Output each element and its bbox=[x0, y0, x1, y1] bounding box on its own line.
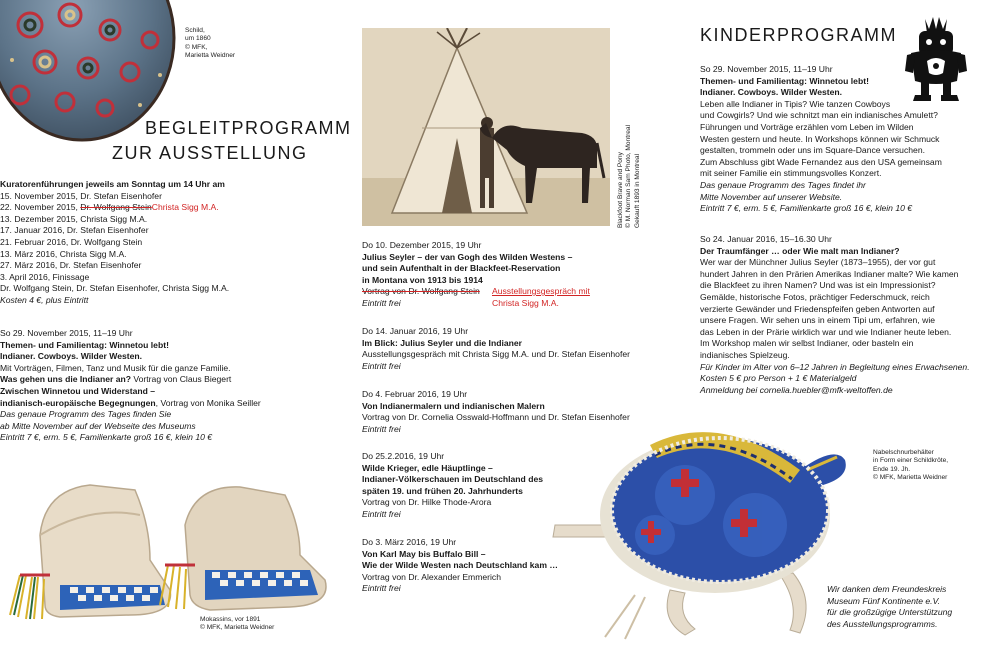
lecture-date: Do 10. Dezember 2015, 19 Uhr bbox=[362, 240, 482, 250]
tour-item: 27. März 2016, Dr. Stefan Eisenhofer bbox=[0, 260, 142, 271]
tour-item: 15. November 2015, Dr. Stefan Eisenhofer bbox=[0, 190, 162, 201]
kinder-headline: KINDERPROGRAMM bbox=[700, 25, 898, 45]
family-day-block: So 29. November 2015, 11–19 Uhr Themen- und Familientag: Winnetou lebt! Indianer. Cowboys. Wilder Westen. Mit Vorträgen, Filmen, Tanz und Musik für die ganze Familie. Was gehen uns die Indianer an? Vortrag von Claus Biegert Zwischen Winnetou und Widerstand – indianisch-europäische Begegnungen, Vortrag von Monika Seiller Das genaue Programm des Tages finden Sie ab Mitte November auf der Webseite des Museums Eintritt 7 €, erm. 5 €, Familienkarte groß 16 €, klein 10 € bbox=[0, 328, 261, 443]
lecture-3: Do 4. Februar 2016, 19 Uhr Von Indianermalern und indianischen Malern Vortrag von Dr. Cornelia Osswald-Hoffmann und Dr. Stefan Eisenhofer Eintritt frei bbox=[362, 389, 630, 434]
tour-item: 13. Dezember 2015, Christa Sigg M.A. bbox=[0, 213, 148, 224]
turtle-caption: Nabelschnurbehälter in Form einer Schildkröte, Ende 19. Jh. © MFK, Marietta Weidner bbox=[873, 449, 949, 482]
kinder-event-1: So 29. November 2015, 11–19 Uhr Themen- und Familientag: Winnetou lebt! Indianer. Cowboys. Wilder Westen. Leben alle Indianer in Tipis? Wie tanzen Cowboys und Cowgirls? Und wie schnitzt man ein indianisches Amulett? Führungen und Vorträge erzählen vom Leben im Wilden Westen gestern und heute. In Workshops können wir Schmuck gestalten, trommeln oder uns im Square-Dance versuchen. Zum Abschluss gibt Wade Fernandez aus den USA gemeinsam mit seiner Familie ein stimmungsvolles Konzert. Das genaue Programm des Tages findet ihr Mitte November auf unserer Website. Eintritt 7 €, erm. 5 €, Familienkarte groß 16 €, klein 10 € bbox=[700, 64, 942, 214]
moccasins-photo bbox=[0, 465, 340, 625]
turtle-photo bbox=[545, 415, 865, 640]
tipi-photo bbox=[362, 28, 610, 226]
tours-block bbox=[0, 179, 229, 307]
tipi-caption: Blackfoot Brave and Pony © M. Norman Sam Photo, Montreal Gekauft 1893 in Montreal bbox=[617, 124, 641, 228]
family-subtitle: Indianer. Cowboys. Wilder Westen. bbox=[0, 351, 143, 362]
shield-caption: Schild, um 1860 © MFK, Marietta Weidner bbox=[185, 27, 236, 60]
moccasins-caption: Mokassins, vor 1891 © MFK, Marietta Weidner bbox=[200, 616, 275, 632]
family-title: Themen- und Familientag: Winnetou lebt! bbox=[0, 339, 169, 350]
kinder-event-2: So 24. Januar 2016, 15–16.30 Uhr Der Traumfänger … oder Wie malt man Indianer? Wer war der Münchner Julius Seyler (1873–1955), der vor gut hundert Jahren in den Prärien Amerikas Indianer malte? Wie kamen die Blackfeet zu ihren Namen? Und was ist ein Impressionist? Gemälde, historische Fotos, prächtiger Federschmuck, reich verzierte Gewänder und Friedenspfeifen geben Antworten auf unsere Fragen. Wir sehen uns in einem Tipi um, erfahren, wie das Leben in der Prärie wirklich war und wie Indianer heute leben. Im Workshop malen wir selbst Indianer, oder basteln ein indianisches Spielzeug. Für Kinder im Alter von 6–12 Jahren in Begleitung eines Erwachsenen. Kosten 5 € pro Person + 1 € Materialgeld Anmeldung bei cornelia.huebler@mfk-weltoffen.de bbox=[700, 234, 970, 395]
family-date: So 29. November 2015, 11–19 Uhr bbox=[0, 328, 133, 338]
tour-item: 21. Februar 2016, Dr. Wolfgang Stein bbox=[0, 236, 143, 247]
lecture-2: Do 14. Januar 2016, 19 Uhr Im Blick: Julius Seyler und die Indianer Ausstellungsgespräch mit Christa Sigg M.A. und Dr. Stefan Eisenhofer Eintritt frei bbox=[362, 326, 630, 371]
tour-item-nov22: 22. November 2015, Dr. Wolfgang SteinChrista Sigg M.A. bbox=[0, 202, 219, 213]
lecture-1-correction: Ausstellungsgespräch mit Christa Sigg M.A. bbox=[492, 286, 590, 308]
thanks-note: Wir danken dem Freundeskreis Museum Fünf Kontinente e.V. für die großzügige Unterstützung des Ausstellungsprogramms. bbox=[827, 584, 953, 629]
begleit-headline-2: ZUR AUSSTELLUNG bbox=[112, 143, 308, 163]
tour-item: 17. Januar 2016, Dr. Stefan Eisenhofer bbox=[0, 225, 149, 236]
lecture-1: Do 10. Dezember 2015, 19 Uhr Julius Seyler – der van Gogh des Wilden Westens – und sein Aufenthalt in der Blackfeet-Reservation in Montana von 1913 bis 1914 Vortrag von Dr. Wolfgang Stein Eintritt frei bbox=[362, 240, 573, 308]
begleit-headline-1: BEGLEITPROGRAMM bbox=[145, 118, 352, 138]
lecture-5: Do 3. März 2016, 19 Uhr Von Karl May bis Buffalo Bill – Wie der Wilde Westen nach Deutschland kam … Vortrag von Dr. Alexander Emmerich Eintritt frei bbox=[362, 537, 558, 594]
tours-heading: Kuratorenführungen jeweils am Sonntag um 14 Uhr am bbox=[0, 179, 225, 189]
tours-cost: Kosten 4 €, plus Eintritt bbox=[0, 294, 89, 305]
tour-item: 3. April 2016, Finissage bbox=[0, 271, 90, 282]
tour-item: 13. März 2016, Christa Sigg M.A. bbox=[0, 248, 127, 259]
tour-item: Dr. Wolfgang Stein, Dr. Stefan Eisenhofer, Christa Sigg M.A. bbox=[0, 283, 230, 294]
lecture-4: Do 25.2.2016, 19 Uhr Wilde Krieger, edle Häuptlinge – Indianer-Völkerschauen im Deutschland des späten 19. und frühen 20. Jahrhunderts Vortrag von Dr. Hilke Thode-Arora Eintritt frei bbox=[362, 451, 543, 519]
